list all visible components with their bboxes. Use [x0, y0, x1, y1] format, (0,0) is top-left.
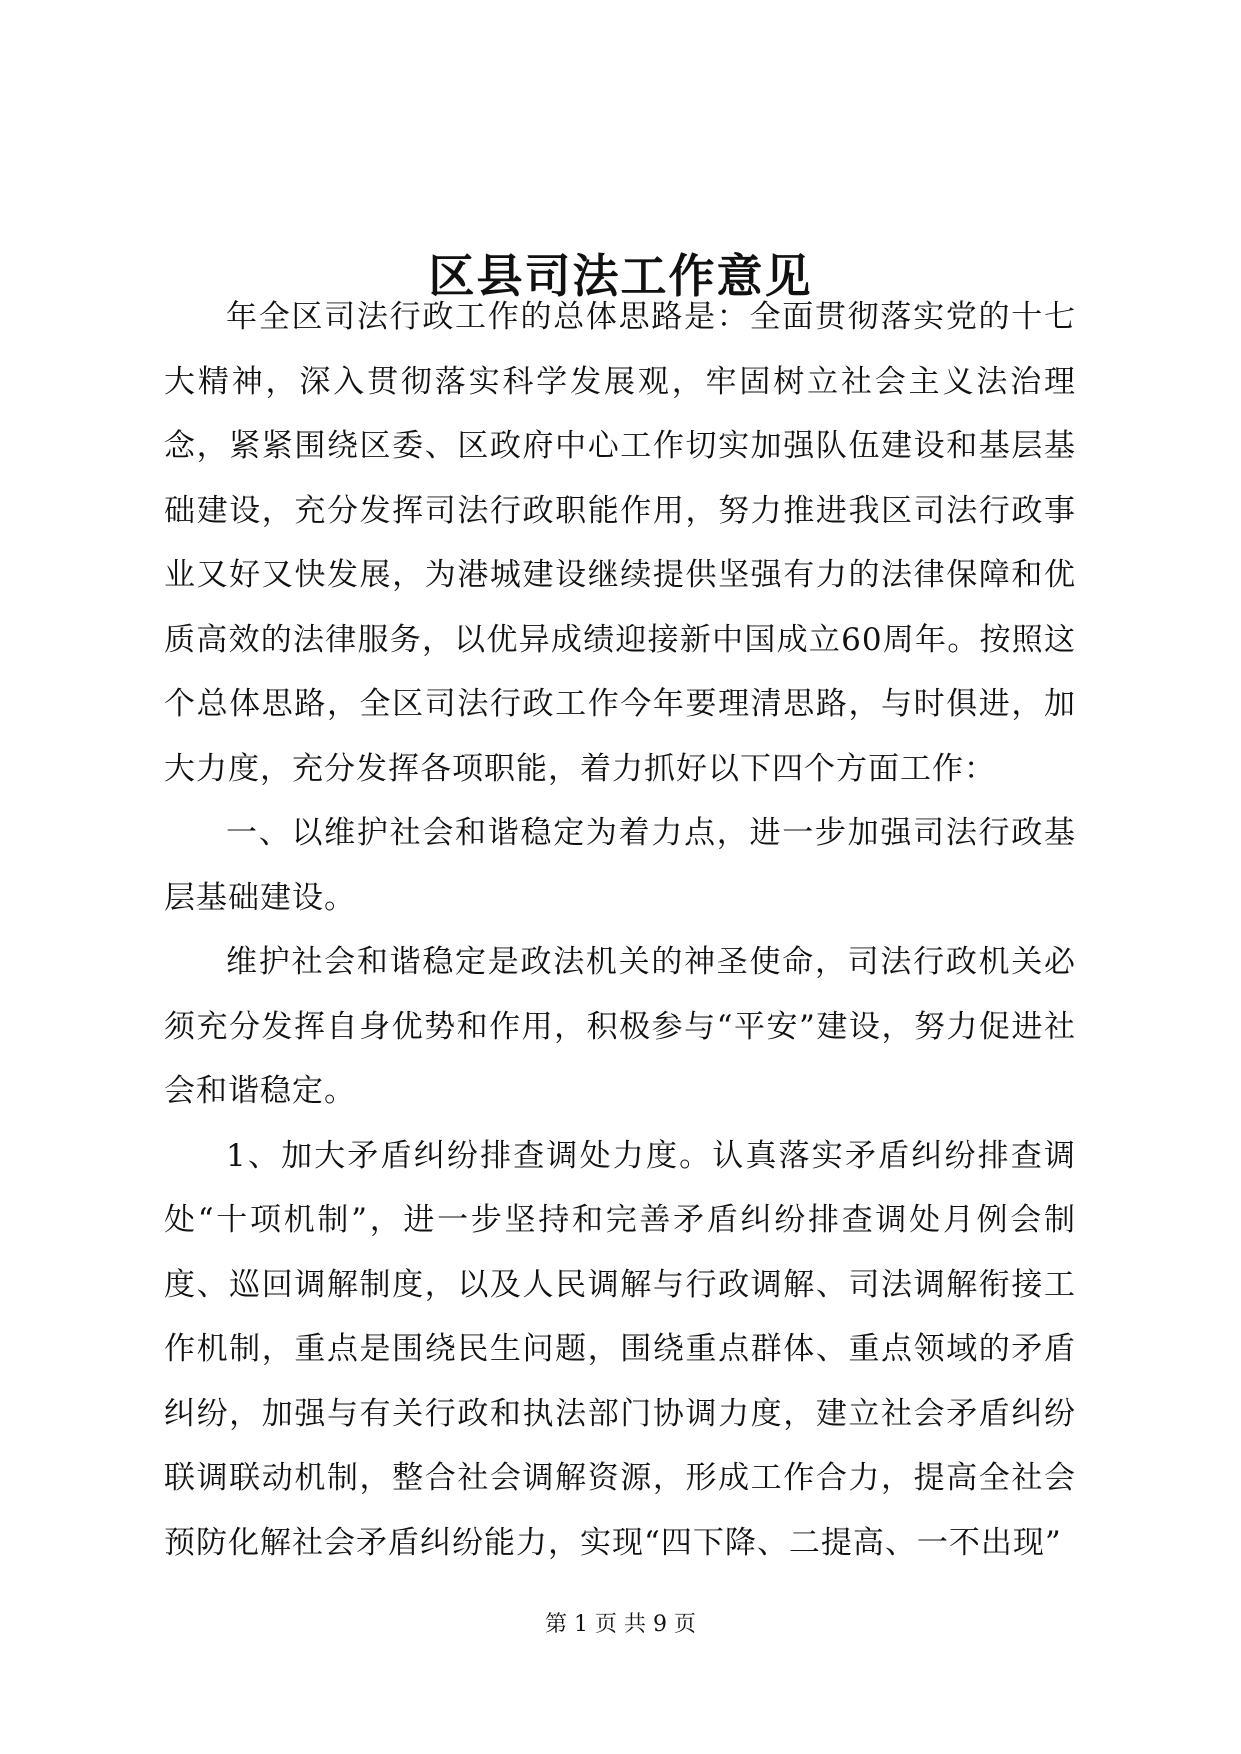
paragraph-overall-approach: 年全区司法行政工作的总体思路是：全面贯彻落实党的十七大精神，深入贯彻落实科学发展观，牢固树立社会主义法治理念，紧紧围绕区委、区政府中心工作切实加强队伍建设和基层基础建设，充分发挥司法行政职能作用，努力推进我区司法行政事业又好又快发展，为港城建设继续提供坚强有力的法律保障和优质高效的法律服务，以优异成绩迎接新中国成立60周年。按照这个总体思路，全区司法行政工作今年要理清思路，与时俱进，加大力度，充分发挥各项职能，着力抓好以下四个方面工作：: [164, 299, 1076, 787]
paragraph-section-one-heading: 一、以维护社会和谐稳定为着力点，进一步加强司法行政基层基础建设。: [164, 815, 1076, 916]
document-title: 区县司法工作意见: [428, 248, 813, 303]
paragraph-item-one-disputes: 1、加大矛盾纠纷排查调处力度。认真落实矛盾纠纷排查调处“十项机制”，进一步坚持和完善矛盾纠纷排查调处月例会制度、巡回调解制度，以及人民调解与行政调解、司法调解衔接工作机制，重点是围绕民生问题，围绕重点群体、重点领域的矛盾纠纷，加强与有关行政和执法部门协调力度，建立社会矛盾纠纷联调联动机制，整合社会调解资源，形成工作合力，提高全社会预防化解社会矛盾纠纷能力，实现“四下降、二提高、一不出现”: [164, 1137, 1076, 1561]
page-number-footer: 第 1 页 共 9 页: [545, 1612, 696, 1637]
paragraph-stability-mission: 维护社会和谐稳定是政法机关的神圣使命，司法行政机关必须充分发挥自身优势和作用，积极参与“平安”建设，努力促进社会和谐稳定。: [164, 944, 1076, 1109]
document-body: [164, 285, 1076, 1575]
